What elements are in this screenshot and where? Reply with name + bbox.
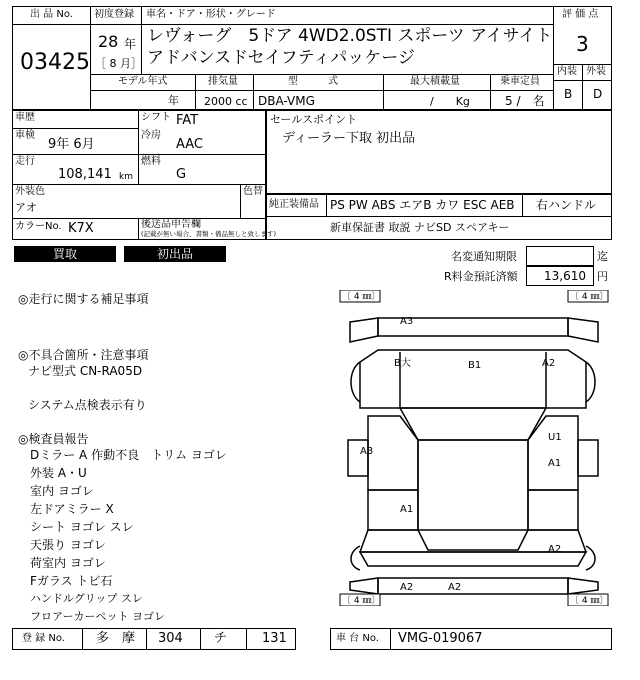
fuel-value: G <box>176 167 187 182</box>
mileage-label: 走行 <box>15 156 35 167</box>
capacity-label: 乗車定員 <box>500 76 540 87</box>
first-reg-month: ［ 8 月］ <box>95 57 142 70</box>
sales-point-value: ディーラー下取 初出品 <box>282 131 416 146</box>
score-label: 評 価 点 <box>562 9 599 20</box>
exterior-grade: D <box>593 87 603 101</box>
report-10: フロアーカーペット ヨゴレ <box>30 610 165 623</box>
mark-right-door-u1: U1 <box>548 432 562 443</box>
steering-value: 右ハンドル <box>536 198 597 212</box>
color-no-value: K7X <box>68 221 94 236</box>
name-change-label: 名変通知期限 <box>451 250 517 263</box>
ac-label: 冷房 <box>141 130 161 141</box>
aftermarket-label: 後送品申告欄 <box>141 219 201 230</box>
reg-class: 304 <box>158 631 183 646</box>
max-load-value: / Kg <box>430 95 470 108</box>
car-name-line2: アドバンスドセイフティパッケージ <box>147 48 415 68</box>
name-change-unit: 迄 <box>597 250 608 263</box>
mileage-unit: km <box>119 172 133 182</box>
capacity-value: 5 / 名 <box>505 94 545 108</box>
right-rear-door-outline <box>528 490 578 530</box>
tire-front-left: 〔 4 ㎜〕 <box>342 292 381 302</box>
inspection-value: 9年 6月 <box>48 137 95 152</box>
reg-number: 131 <box>262 631 287 646</box>
ac-value: AAC <box>176 137 203 152</box>
displacement-label: 排気量 <box>208 76 238 87</box>
lot-no-label: 出 品 No. <box>30 9 73 20</box>
equipment-value: PS PW ABS エアB カワ ESC AEB <box>330 198 515 212</box>
aftermarket-note: (記載が無い場合、書類・備品無しと致します) <box>141 230 277 238</box>
reg-no-label: 登 録 No. <box>22 633 65 644</box>
car-name-label: 車名・ドア・形状・グレード <box>146 9 276 20</box>
first-reg-year: 28 <box>98 32 119 51</box>
mark-rear-right: A2 <box>548 544 562 555</box>
inspection-label: 車検 <box>15 130 35 141</box>
report-3: 室内 ヨゴレ <box>30 484 94 498</box>
report-9: ハンドルグリップ スレ <box>30 592 143 605</box>
roof-outline <box>418 440 528 530</box>
recycle-unit: 円 <box>597 270 608 283</box>
report-7: 荷室内 ヨゴレ <box>30 556 106 570</box>
car-name-line1: レヴォーグ 5ドア 4WD2.0STI スポーツ アイサイト <box>147 26 553 46</box>
sales-point-label: セールスポイント <box>270 113 358 126</box>
mark-left-side: A3 <box>360 446 374 457</box>
mark-bonnet: B1 <box>468 360 482 371</box>
color-no-label: カラーNo. <box>15 221 62 232</box>
type-value: DBA-VMG <box>258 94 315 108</box>
first-reg-year-suffix: 年 <box>124 37 137 51</box>
tire-rear-left: 〔 4 ㎜〕 <box>342 596 381 606</box>
mileage-value: 108,141 <box>58 167 112 182</box>
defects-heading: ◎不具合箇所・注意事項 <box>18 348 149 362</box>
chassis-label: 車 台 No. <box>336 633 379 644</box>
recycle-value: 13,610 <box>544 269 586 283</box>
fuel-label: 燃料 <box>141 156 161 167</box>
ext-color-value: アオ <box>15 201 37 214</box>
displacement-value: 2000 cc <box>204 95 248 108</box>
warranty-value: 新車保証書 取説 ナビSD スペアキー <box>330 221 510 234</box>
reg-kana: チ <box>214 631 228 646</box>
reg-area: 多 摩 <box>96 631 136 646</box>
report-2: 外装 A・U <box>30 466 87 480</box>
mark-rear-bumper-1: A2 <box>400 582 414 593</box>
kaitori-badge: 買取 <box>14 246 116 262</box>
chassis-value: VMG-019067 <box>398 631 483 646</box>
mark-fender-right: A2 <box>542 358 556 369</box>
inspector-heading: ◎検査員報告 <box>18 432 89 446</box>
exterior-label: 外装 <box>586 66 606 77</box>
mark-bonnet-left: B大 <box>394 358 411 369</box>
defect-1: ナビ型式 CN-RA05D <box>28 364 143 378</box>
vehicle-damage-diagram <box>338 290 610 606</box>
report-5: シート ヨゴレ スレ <box>30 520 134 534</box>
defect-2: システム点検表示有り <box>28 398 147 412</box>
name-change-box <box>526 246 594 266</box>
history-label: 車歴 <box>15 112 35 123</box>
report-6: 天張り ヨゴレ <box>30 538 106 552</box>
shift-label: シフト <box>141 112 171 123</box>
first-listing-badge: 初出品 <box>124 246 226 262</box>
mark-rear-bumper-2: A2 <box>448 582 462 593</box>
score: 3 <box>576 32 589 56</box>
recycle-label: R料金預託済額 <box>444 270 518 283</box>
model-year-label: モデル年式 <box>118 76 168 87</box>
report-1: Dミラー A 作動不良 トリム ヨゴレ <box>30 448 227 462</box>
equipment-label: 純正装備品 <box>269 199 319 210</box>
first-reg-label: 初度登録 <box>94 9 134 20</box>
tire-front-right: 〔 4 ㎜〕 <box>570 292 609 302</box>
interior-grade: B <box>564 87 573 101</box>
mark-front-bumper: A3 <box>400 316 414 327</box>
max-load-label: 最大積載量 <box>410 76 460 87</box>
tire-rear-right: 〔 4 ㎜〕 <box>570 596 609 606</box>
lot-no: 03425 <box>20 50 90 75</box>
type-label: 型 式 <box>288 76 338 87</box>
driving-heading: ◎走行に関する補足事項 <box>18 292 149 306</box>
report-8: Fガラス トビ石 <box>30 574 113 588</box>
mark-right-door-a1: A1 <box>548 458 562 469</box>
color-change-label: 色替 <box>243 186 263 197</box>
interior-label: 内装 <box>557 66 577 77</box>
mark-left-rear: A1 <box>400 504 414 515</box>
shift-value: FAT <box>176 113 199 128</box>
model-year-unit: 年 <box>168 94 179 107</box>
ext-color-label: 外装色 <box>15 186 45 197</box>
report-4: 左ドアミラー X <box>30 502 114 516</box>
